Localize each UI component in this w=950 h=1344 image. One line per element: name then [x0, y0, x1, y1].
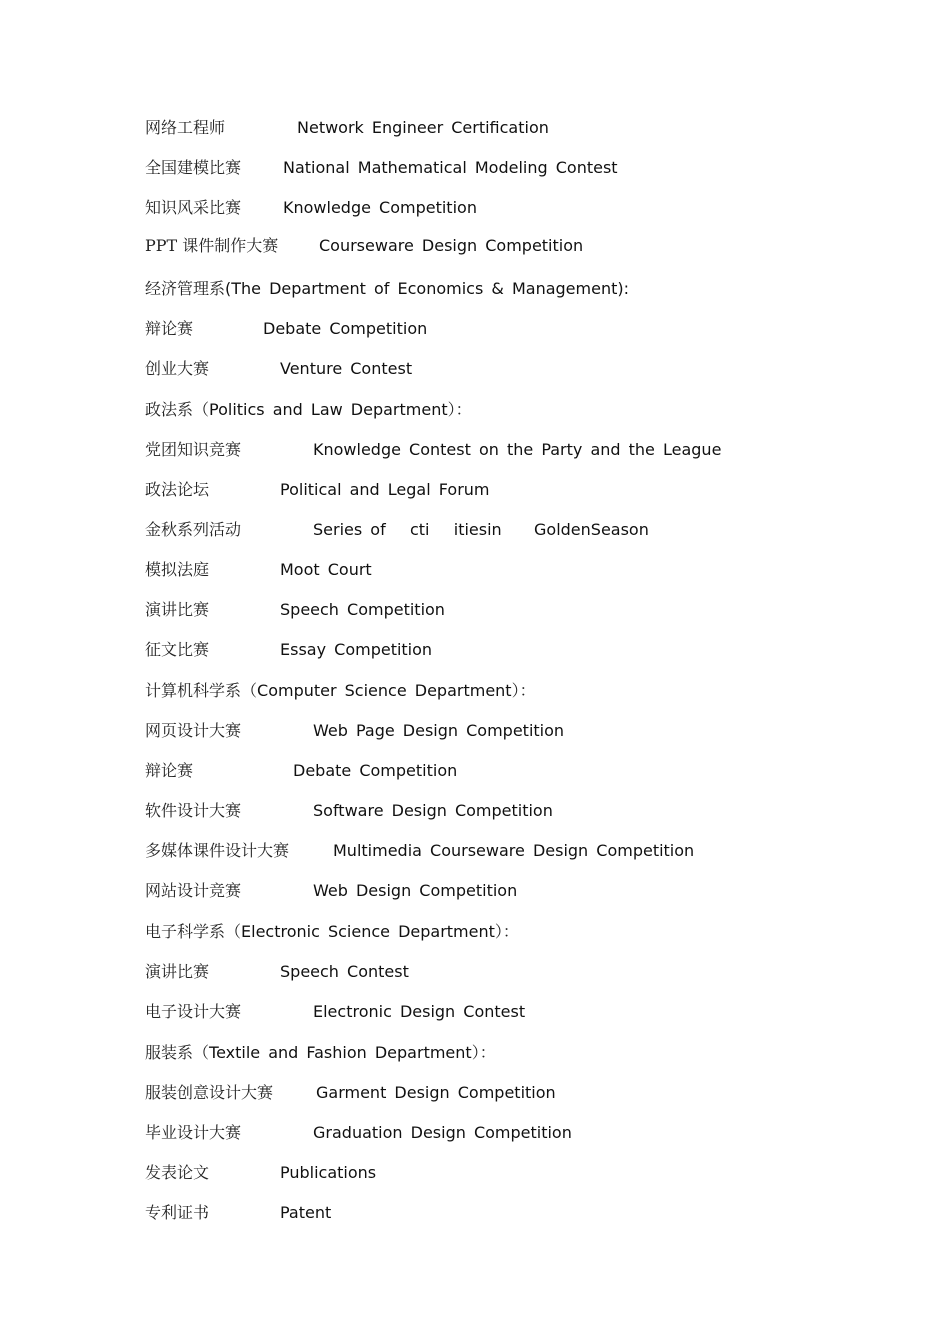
heading-tail: ）： — [494, 922, 519, 941]
heading-tail: ）： — [471, 1043, 496, 1062]
entry-zh: 政法论坛 — [145, 480, 210, 499]
entry-en: Network Engineer Certification — [297, 118, 549, 137]
entry-econ-venture — [145, 357, 413, 381]
heading-tail: ）： — [511, 681, 536, 700]
entry-en: Moot Court — [280, 560, 372, 579]
entry-econ-debate — [145, 317, 428, 341]
entry-en: Series of cti itiesin GoldenSeason — [313, 520, 649, 539]
entry-knowledge — [145, 196, 477, 220]
entry-zh: 网页设计大赛 — [145, 721, 242, 740]
entry-law-golden-season — [145, 518, 649, 542]
entry-zh: 网站设计竞赛 — [145, 881, 242, 900]
entry-zh: 党团知识竞赛 — [145, 440, 242, 459]
entry-en: Debate Competition — [263, 319, 428, 338]
section-heading-fashion — [145, 1041, 496, 1065]
section-heading-law — [145, 398, 472, 422]
entry-zh: 多媒体课件设计大赛 — [145, 841, 290, 860]
entry-zh: 创业大赛 — [145, 359, 210, 378]
entry-en: Speech Contest — [280, 962, 409, 981]
entry-en: Multimedia Courseware Design Competition — [333, 841, 695, 860]
entry-es-speech — [145, 960, 409, 984]
entry-en: Web Page Design Competition — [313, 721, 565, 740]
entry-tf-publications — [145, 1161, 377, 1185]
entry-zh: 网络工程师 — [145, 118, 226, 137]
entry-zh: 软件设计大赛 — [145, 801, 242, 820]
entry-zh: 金秋系列活动 — [145, 520, 242, 539]
entry-en: Publications — [280, 1163, 377, 1182]
entry-en: Web Design Competition — [313, 881, 518, 900]
entry-cs-software — [145, 799, 553, 823]
entry-en: Software Design Competition — [313, 801, 553, 820]
entry-en: Essay Competition — [280, 640, 433, 659]
heading-en: Politics and Law Department — [209, 400, 448, 419]
entry-zh: 演讲比赛 — [145, 962, 210, 981]
entry-en: Courseware Design Competition — [319, 236, 584, 255]
entry-zh: 模拟法庭 — [145, 560, 210, 579]
entry-cs-multimedia — [145, 839, 695, 863]
section-heading-cs — [145, 679, 536, 703]
entry-zh: 服装创意设计大赛 — [145, 1083, 274, 1102]
entry-law-essay — [145, 638, 433, 662]
entry-zh: PPT 课件制作大赛 — [145, 236, 279, 255]
entry-en: Electronic Design Contest — [313, 1002, 526, 1021]
heading-zh: 政法系（ — [145, 400, 210, 419]
section-heading-electronic — [145, 920, 519, 944]
entry-law-speech — [145, 598, 445, 622]
section-heading-economics — [145, 277, 629, 301]
entry-en: Political and Legal Forum — [280, 480, 490, 499]
entry-zh: 辩论赛 — [145, 319, 194, 338]
entry-law-forum — [145, 478, 490, 502]
entry-zh: 知识风采比赛 — [145, 198, 242, 217]
entry-law-moot-court — [145, 558, 372, 582]
entry-en: Speech Competition — [280, 600, 445, 619]
entry-tf-garment — [145, 1081, 556, 1105]
entry-zh: 全国建模比赛 — [145, 158, 242, 177]
heading-en: Electronic Science Department — [241, 922, 495, 941]
entry-en: Knowledge Competition — [283, 198, 477, 217]
entry-en: Graduation Design Competition — [313, 1123, 572, 1142]
entry-en: Garment Design Competition — [316, 1083, 556, 1102]
entry-tf-patent — [145, 1201, 332, 1225]
entry-tf-graduation — [145, 1121, 572, 1145]
entry-law-party — [145, 438, 722, 462]
entry-ppt — [145, 234, 584, 258]
entry-network-engineer — [145, 116, 549, 140]
heading-en: (The Department of Economics & Management): — [225, 279, 629, 298]
entry-en: Patent — [280, 1203, 332, 1222]
heading-zh: 电子科学系（ — [145, 922, 242, 941]
entry-zh: 演讲比赛 — [145, 600, 210, 619]
entry-math-modeling — [145, 156, 618, 180]
heading-zh: 经济管理系 — [145, 279, 226, 298]
entry-cs-debate — [145, 759, 458, 783]
entry-cs-website — [145, 879, 518, 903]
entry-en: National Mathematical Modeling Contest — [283, 158, 618, 177]
entry-zh: 辩论赛 — [145, 761, 194, 780]
entry-zh: 毕业设计大赛 — [145, 1123, 242, 1142]
entry-en: Knowledge Contest on the Party and the League — [313, 440, 722, 459]
entry-zh: 电子设计大赛 — [145, 1002, 242, 1021]
heading-en: Textile and Fashion Department — [209, 1043, 472, 1062]
heading-zh: 计算机科学系（ — [145, 681, 258, 700]
heading-tail: ）： — [447, 400, 472, 419]
entry-zh: 专利证书 — [145, 1203, 210, 1222]
heading-zh: 服装系（ — [145, 1043, 210, 1062]
entry-en: Debate Competition — [293, 761, 458, 780]
entry-es-electronic-design — [145, 1000, 526, 1024]
entry-cs-webpage — [145, 719, 565, 743]
entry-en: Venture Contest — [280, 359, 413, 378]
entry-zh: 征文比赛 — [145, 640, 210, 659]
heading-en: Computer Science Department — [257, 681, 512, 700]
entry-zh: 发表论文 — [145, 1163, 210, 1182]
